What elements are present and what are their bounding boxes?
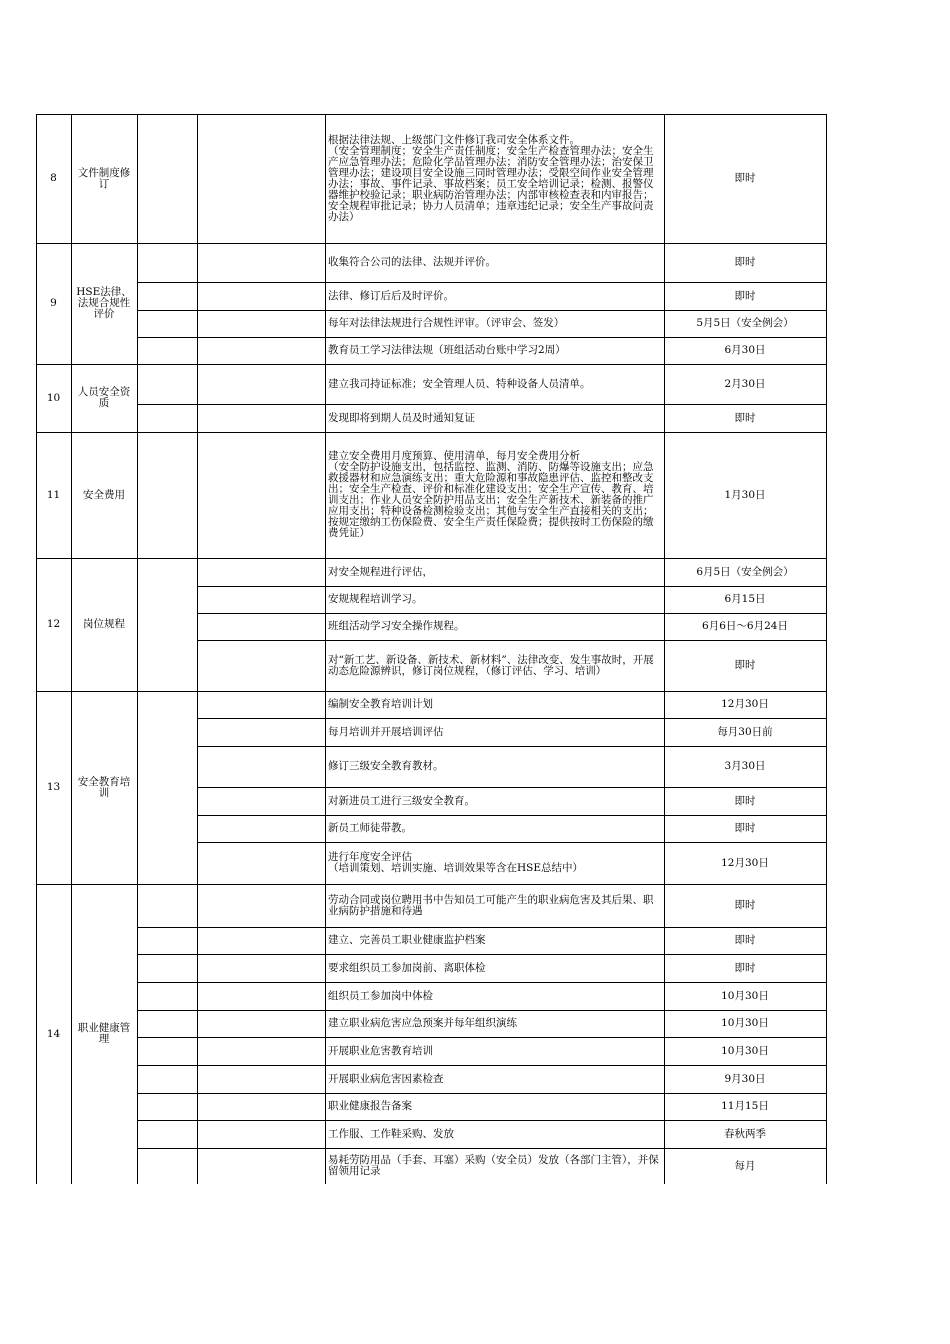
grid-line-h — [197, 282, 326, 283]
task-description — [325, 1093, 664, 1120]
row-number — [36, 114, 71, 243]
task-description — [325, 842, 664, 884]
due-date-text: 5月5日（安全例会） — [696, 317, 794, 329]
grid-line-h — [197, 1010, 326, 1011]
grid-line-h — [197, 787, 326, 788]
due-date — [664, 404, 826, 432]
grid-line-h — [137, 1037, 198, 1038]
due-date — [664, 842, 826, 884]
task-description-text: 建立、完善员工职业健康监护档案 — [328, 934, 486, 946]
due-date-text: 1月30日 — [724, 488, 766, 501]
task-description-text: 建立职业病危害应急预案并每年组织演练 — [328, 1017, 517, 1029]
item-name — [71, 114, 137, 243]
task-description — [325, 282, 664, 310]
due-date — [664, 558, 826, 586]
task-description-text: 劳动合同或岗位聘用书中告知员工可能产生的职业病危害及其后果、职业病防护措施和待遇 — [328, 893, 654, 917]
due-date — [664, 432, 826, 558]
grid-line-h — [197, 718, 326, 719]
due-date-text: 春秋两季 — [724, 1127, 766, 1140]
due-date-text: 即时 — [734, 794, 756, 807]
due-date — [664, 282, 826, 310]
due-date — [664, 1093, 826, 1120]
due-date — [664, 718, 826, 746]
task-description-text: 对安全规程进行评估， — [328, 565, 433, 578]
due-date-text: 10月30日 — [721, 1017, 769, 1029]
task-description-text: 组织员工参加岗中体检 — [328, 989, 433, 1002]
task-description-text: 根据法律法规、上级部门文件修订我司安全体系文件。 （安全管理制度；安全生产责任制度；安全生产检查管理办法；安全生产应急管理办法；危险化学品管理办法；消防安全管理办法；治安保卫管理办法；建设项目安全设施三同时管理办法；受限空间作业安全管理办法；事故、事件记录、事故档案；员工安全培训记录；检测、报警仪器维护校验记录；职业病防治管理办法；内部审核检查表和内审报告；安全规程审批记录；协力人员清单；违章违纪记录；安全生产事故问责办法） — [328, 133, 654, 223]
grid-line-h — [197, 842, 326, 843]
due-date-text: 即时 — [734, 899, 756, 911]
grid-line-h — [197, 1037, 326, 1038]
task-description-text: 发现即将到期人员及时通知复证 — [328, 411, 475, 424]
task-description-text: 新员工师徒带教。 — [328, 822, 412, 834]
grid-line-v — [197, 114, 198, 1184]
task-description-text: 开展职业危害教育培训 — [328, 1044, 433, 1057]
item-name — [71, 364, 137, 432]
task-description — [325, 640, 664, 691]
task-description-text: 职业健康报告备案 — [328, 1100, 412, 1112]
grid-line-h — [137, 1065, 198, 1066]
grid-line-h — [137, 310, 198, 311]
grid-line-h — [197, 815, 326, 816]
due-date — [664, 310, 826, 337]
item-name-text: HSE法律、 法规合规性 评价 — [76, 286, 132, 320]
task-description — [325, 310, 664, 337]
task-description-text: 每月培训并开展培训评估 — [328, 725, 444, 738]
due-date-text: 10月30日 — [721, 989, 769, 1002]
due-date-text: 6月5日（安全例会） — [696, 565, 794, 578]
task-description-text: 班组活动学习安全操作规程。 — [328, 620, 465, 632]
row-number-text: 8 — [50, 172, 57, 184]
due-date-text: 每月 — [734, 1159, 756, 1172]
grid-line-v — [137, 114, 138, 1184]
grid-line-h — [137, 404, 198, 405]
item-name-text: 岗位规程 — [83, 618, 125, 630]
task-description-text: 易耗劳防用品（手套、耳塞）采购（安全员）发放（各部门主管），并保留领用记录 — [328, 1154, 659, 1177]
due-date — [664, 982, 826, 1010]
due-date-text: 即时 — [734, 961, 756, 974]
task-description-text: 修订三级安全教育教材。 — [328, 760, 444, 772]
task-description — [325, 954, 664, 982]
item-name-text: 安全费用 — [83, 488, 125, 501]
task-description — [325, 1120, 664, 1148]
due-date — [664, 1148, 826, 1184]
task-description — [325, 982, 664, 1010]
task-description-text: 工作服、工作鞋采购、发放 — [328, 1127, 454, 1140]
grid-line-v — [826, 114, 827, 1184]
grid-line-h — [137, 337, 198, 338]
grid-line-h — [137, 1010, 198, 1011]
grid-line-h — [197, 337, 326, 338]
due-date-text: 即时 — [734, 822, 756, 834]
row-number-text: 10 — [46, 391, 61, 404]
due-date — [664, 1037, 826, 1065]
task-description-text: 每年对法律法规进行合规性评审。（评审会、签发） — [328, 317, 565, 329]
due-date — [664, 927, 826, 954]
grid-line-h — [197, 586, 326, 587]
row-number-text: 14 — [46, 1027, 61, 1040]
due-date-text: 2月30日 — [724, 377, 766, 390]
row-number — [36, 691, 71, 884]
task-description — [325, 613, 664, 640]
due-date — [664, 640, 826, 691]
grid-line-h — [197, 954, 326, 955]
grid-line-h — [137, 954, 198, 955]
task-description — [325, 746, 664, 787]
due-date — [664, 815, 826, 842]
due-date-text: 12月30日 — [721, 856, 769, 869]
item-name-text: 文件制度修 订 — [77, 166, 131, 190]
task-description — [325, 1148, 664, 1184]
due-date — [664, 1120, 826, 1148]
task-description — [325, 718, 664, 746]
due-date — [664, 1065, 826, 1093]
grid-line-h — [197, 613, 326, 614]
grid-line-h — [137, 982, 198, 983]
task-description — [325, 114, 664, 243]
due-date-text: 10月30日 — [721, 1044, 769, 1057]
grid-line-h — [197, 982, 326, 983]
task-description-text: 法律、修订后后及时评价。 — [328, 289, 454, 302]
task-description — [325, 243, 664, 282]
grid-line-h — [197, 1148, 326, 1149]
task-description-text: 教育员工学习法律法规（班组活动台账中学习2周） — [328, 344, 566, 356]
due-date — [664, 746, 826, 787]
grid-line-h — [197, 310, 326, 311]
due-date-text: 即时 — [734, 659, 756, 671]
item-name — [71, 432, 137, 558]
due-date — [664, 114, 826, 243]
task-description-text: 对新进员工进行三级安全教育。 — [328, 794, 475, 807]
row-number — [36, 243, 71, 364]
due-date-text: 6月30日 — [724, 344, 766, 356]
task-description-text: 建立我司持证标准；安全管理人员、特种设备人员清单。 — [328, 377, 591, 390]
due-date — [664, 243, 826, 282]
due-date — [664, 364, 826, 404]
due-date-text: 6月6日～6月24日 — [702, 620, 788, 632]
grid-line-h — [197, 1065, 326, 1066]
task-description-text: 收集符合公司的法律、法规并评价。 — [328, 256, 496, 268]
task-description — [325, 404, 664, 432]
due-date-text: 每月30日前 — [717, 725, 773, 738]
task-description — [325, 927, 664, 954]
task-description — [325, 787, 664, 815]
due-date-text: 即时 — [734, 256, 756, 268]
task-description — [325, 1037, 664, 1065]
task-description-text: 建立安全费用月度预算、使用清单，每月安全费用分析 （安全防护设施支出，包括监控、监测、消防、防爆等设施支出；应急救援器材和应急演练支出；重大危险源和事故隐患评估、监控和整改支出；安全生产检查、评价和标准化建设支出；安全生产宣传、教育、培训支出；作业人员安全防护用品支出；安全生产新技术、新装备的推广应用支出；特种设备检测检验支出；其他与安全生产直接相关的支出；按规定缴纳工伤保险费、安全生产责任保险费；提供按时工伤保险的缴费凭证） — [328, 450, 654, 539]
due-date — [664, 884, 826, 927]
task-description — [325, 815, 664, 842]
row-number — [36, 432, 71, 558]
row-number-text: 13 — [46, 781, 61, 793]
due-date — [664, 613, 826, 640]
item-name — [71, 558, 137, 691]
grid-line-h — [137, 1148, 198, 1149]
due-date — [664, 691, 826, 718]
task-description-text: 进行年度安全评估 （培训策划、培训实施、培训效果等含在HSE总结中） — [328, 851, 584, 874]
due-date-text: 即时 — [734, 289, 756, 302]
grid-line-h — [197, 927, 326, 928]
grid-line-h — [137, 282, 198, 283]
grid-line-h — [197, 746, 326, 747]
item-name-text: 安全教育培 训 — [77, 775, 131, 799]
row-number-text: 11 — [46, 488, 61, 501]
task-description-text: 安规规程培训学习。 — [328, 593, 423, 605]
due-date — [664, 1010, 826, 1037]
task-description — [325, 884, 664, 927]
task-description-text: 编制安全教育培训计划 — [328, 698, 433, 710]
grid-line-h — [137, 1120, 198, 1121]
due-date-text: 9月30日 — [724, 1072, 766, 1085]
task-description — [325, 558, 664, 586]
grid-line-h — [137, 1093, 198, 1094]
due-date-text: 11月15日 — [721, 1100, 769, 1112]
due-date-text: 12月30日 — [721, 698, 769, 710]
grid-line-h — [197, 640, 326, 641]
due-date-text: 3月30日 — [724, 760, 766, 772]
row-number-text: 12 — [46, 618, 61, 630]
item-name-text: 人员安全资 质 — [77, 386, 131, 409]
row-number — [36, 884, 71, 1184]
due-date — [664, 337, 826, 364]
row-number-text: 9 — [50, 297, 57, 309]
task-description — [325, 586, 664, 613]
item-name-text: 职业健康管 理 — [77, 1022, 131, 1045]
task-description — [325, 364, 664, 404]
grid-line-h — [137, 927, 198, 928]
row-number — [36, 364, 71, 432]
item-name — [71, 243, 137, 364]
grid-line-h — [197, 1120, 326, 1121]
grid-line-h — [197, 1093, 326, 1094]
task-description — [325, 337, 664, 364]
task-description-text: 开展职业病危害因素检查 — [328, 1072, 444, 1085]
due-date-text: 6月15日 — [724, 593, 766, 605]
task-description — [325, 691, 664, 718]
row-number — [36, 558, 71, 691]
item-name — [71, 884, 137, 1184]
due-date — [664, 586, 826, 613]
due-date-text: 即时 — [734, 934, 756, 946]
due-date-text: 即时 — [734, 172, 756, 184]
due-date — [664, 787, 826, 815]
item-name — [71, 691, 137, 884]
task-description — [325, 1065, 664, 1093]
task-description — [325, 432, 664, 558]
due-date-text: 即时 — [734, 411, 756, 424]
task-description — [325, 1010, 664, 1037]
task-description-text: 要求组织员工参加岗前、离职体检 — [328, 961, 486, 974]
due-date — [664, 954, 826, 982]
grid-line-h — [197, 404, 326, 405]
task-description-text: 对“新工艺、新设备、新技术、新材料”、法律改变、发生事故时，开展动态危险源辨识，修订岗位规程，（修订评估、学习、培训） — [328, 653, 654, 677]
